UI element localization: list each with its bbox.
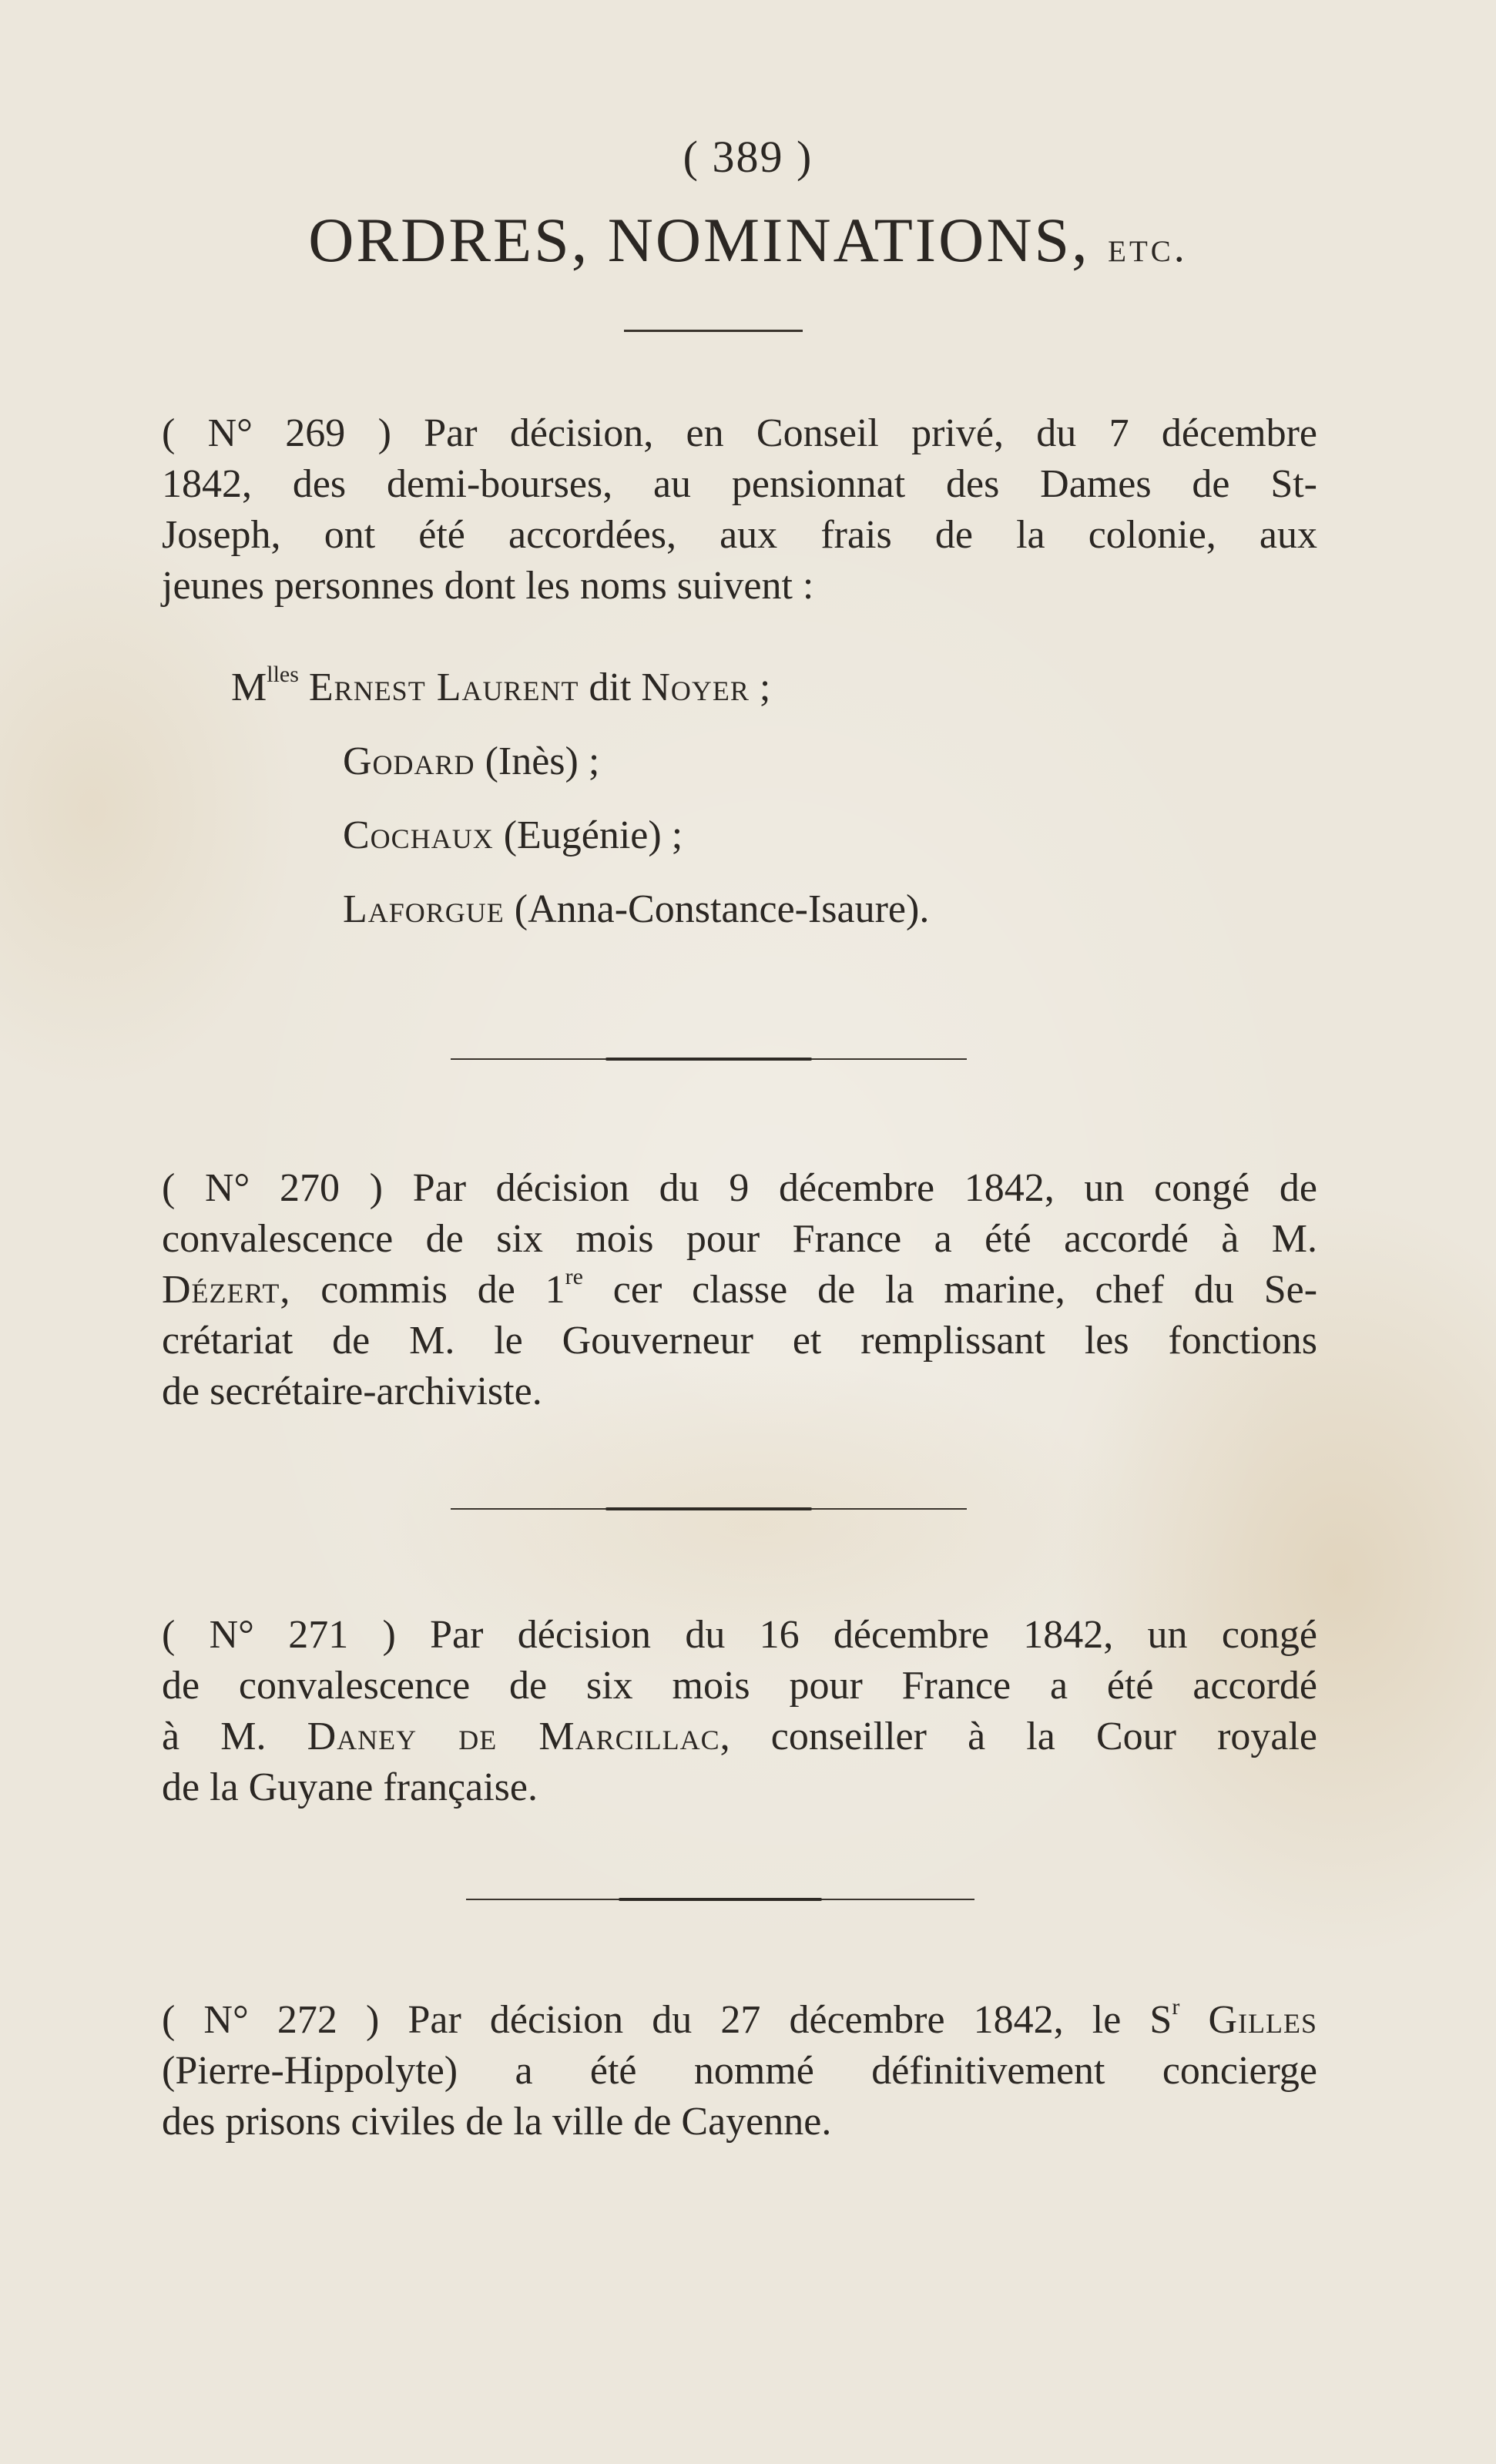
entry-272 [116, 1995, 1317, 2147]
entry-269-number: ( N° 269 ) [162, 411, 391, 455]
entry-271-text-3a: à M. [162, 1715, 267, 1758]
separator-rule-3 [466, 1899, 974, 1900]
entry-271-line-1 [116, 1610, 1317, 1661]
entry-270 [116, 1163, 1317, 1417]
entry-270-text-1: Par décision du 9 décembre 1842, un congé de [412, 1166, 1318, 1210]
name-rest: (Anna-Constance-Isaure). [504, 887, 930, 931]
entry-270-line-5: de secrétaire-archiviste. [162, 1369, 542, 1413]
entry-272-text-1: Par décision du 27 décembre 1842, le S [408, 1998, 1172, 2042]
section-title [0, 204, 1496, 277]
entry-271-line-3 [116, 1711, 1317, 1762]
name-surname: Laforgue [343, 887, 505, 931]
entry-271-line-2: de convalescence de six mois pour France a été accordé [162, 1664, 1317, 1708]
names-prefix: M [231, 665, 267, 709]
names-list-item [231, 662, 929, 736]
entry-272-line-1 [116, 1995, 1317, 2046]
section-title-text: ORDRES, NOMINATIONS, [308, 205, 1090, 275]
names-prefix-sup: lles [267, 662, 299, 687]
name-end: ; [749, 665, 771, 709]
name-surname-2: Noyer [641, 665, 750, 709]
name-rest: dit [579, 665, 642, 709]
entry-270-name: Dézert, [162, 1268, 291, 1312]
entry-269 [116, 408, 1317, 612]
entry-271-number: ( N° 271 ) [162, 1613, 396, 1657]
entry-270-number: ( N° 270 ) [162, 1166, 383, 1210]
entry-269-line-3: Joseph, ont été accordées, aux frais de la colonie, aux [162, 513, 1317, 557]
entry-270-line-3 [116, 1265, 1317, 1316]
names-list-item [231, 884, 929, 958]
name-rest: (Inès) ; [475, 739, 600, 783]
entry-272-line-3: des prisons civiles de la ville de Cayenne. [162, 2100, 832, 2144]
entry-270-line-1 [116, 1163, 1317, 1214]
entry-272-name: Gilles [1208, 1998, 1318, 2042]
entry-271-text-1: Par décision du 16 décembre 1842, un congé [430, 1613, 1318, 1657]
entry-271-name: Daney de Marcillac [307, 1715, 720, 1758]
name-surname: Ernest Laurent [308, 665, 579, 709]
name-rest: (Eugénie) ; [493, 813, 683, 857]
entry-269-text-1: Par décision, en Conseil privé, du 7 décembre [424, 411, 1318, 455]
entry-270-ordinal-sup: re [565, 1264, 583, 1289]
entry-271-line-4: de la Guyane française. [162, 1765, 538, 1809]
entry-270-text-3b: cer classe de la marine, chef du Se- [612, 1268, 1318, 1312]
entry-270-line-2: convalescence de six mois pour France a été accordé à M. [162, 1217, 1317, 1261]
name-surname: Godard [343, 739, 475, 783]
entry-269-line-1 [116, 408, 1317, 459]
separator-rule-1 [451, 1058, 967, 1060]
entry-270-ordinal: 1 [545, 1268, 565, 1312]
entry-271-text-3b: , conseiller à la Cour royale [719, 1715, 1318, 1758]
entry-270-text-3a: commis de [320, 1268, 545, 1312]
entry-272-title-sup: r [1172, 1994, 1180, 2020]
page-number: ( 389 ) [683, 132, 813, 182]
entry-269-line-2: 1842, des demi-bourses, au pensionnat des Dames de St- [162, 462, 1317, 506]
entry-272-number: ( N° 272 ) [162, 1998, 380, 2042]
title-rule [624, 330, 803, 332]
names-list-item [231, 810, 929, 884]
section-title-etc: etc. [1108, 223, 1188, 271]
entry-270-line-4: crétariat de M. le Gouverneur et remplissant les fonctions [162, 1319, 1317, 1363]
separator-rule-2 [451, 1508, 967, 1510]
names-list [231, 662, 929, 958]
entry-271 [116, 1610, 1317, 1813]
entry-272-line-2: (Pierre-Hippolyte) a été nommé définitivement concierge [162, 2049, 1317, 2093]
names-list-item [231, 736, 929, 810]
name-surname: Cochaux [343, 813, 494, 857]
entry-269-line-4: jeunes personnes dont les noms suivent : [162, 564, 814, 608]
